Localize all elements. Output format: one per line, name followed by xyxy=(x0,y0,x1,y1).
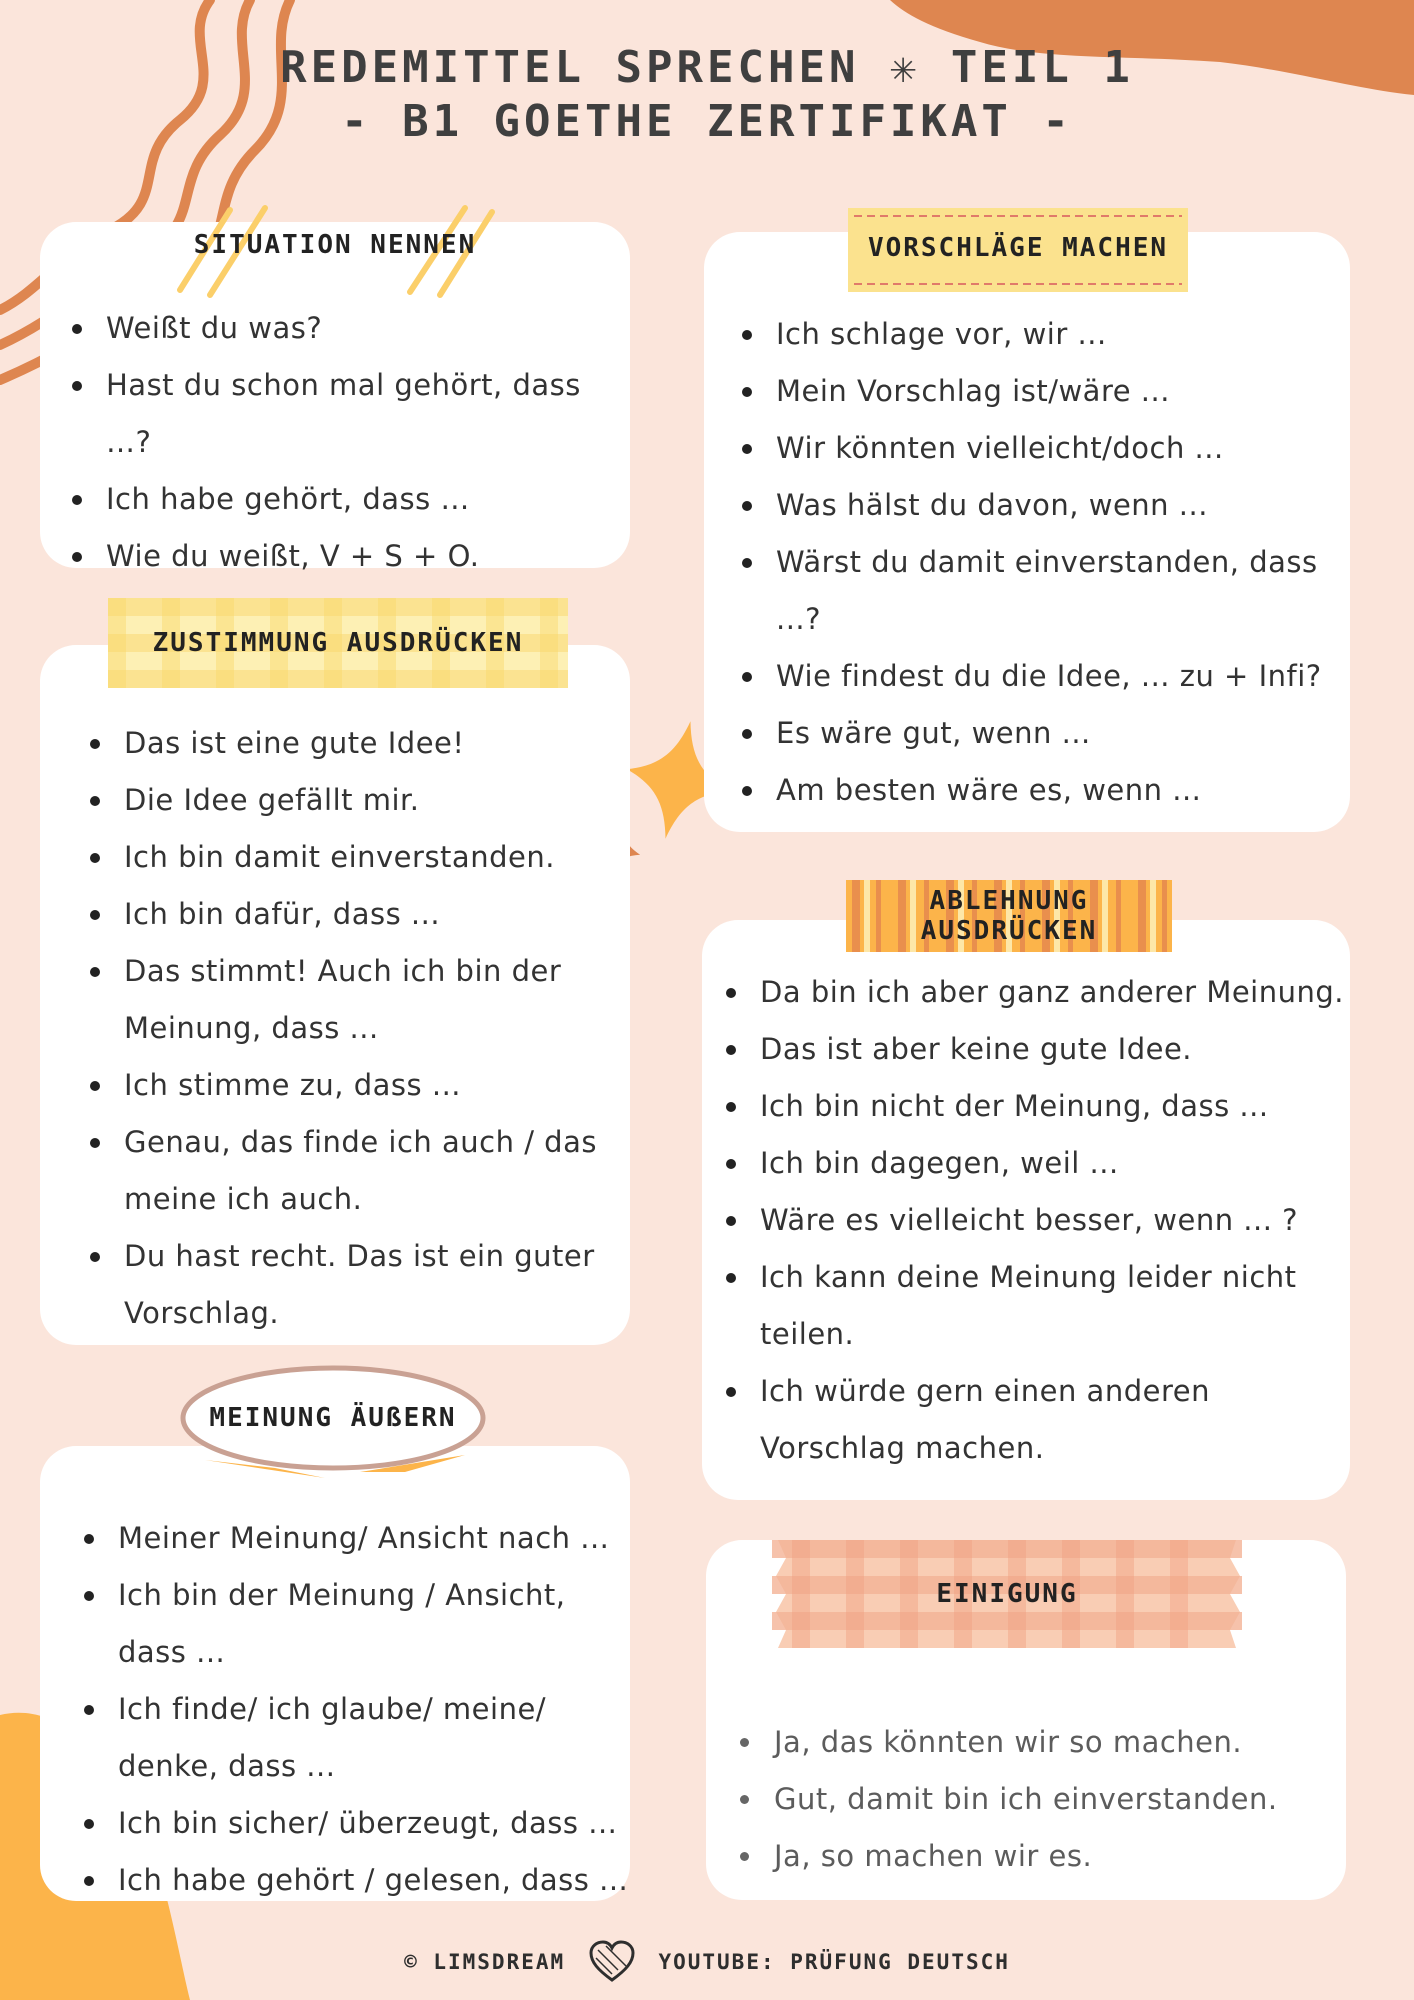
list-item: Ja, so machen wir es. xyxy=(738,1828,1346,1885)
list-item: Das ist eine gute Idee! xyxy=(88,715,630,772)
label-meinung-aeussern: MEINUNG ÄUßERN xyxy=(209,1403,457,1433)
list-item: Ich bin dafür, dass ... xyxy=(88,886,630,943)
list-situation-nennen xyxy=(70,300,630,585)
label-vorschlaege-machen: VORSCHLÄGE MACHEN xyxy=(867,233,1169,263)
list-item: Ich schlage vor, wir ... xyxy=(740,306,1350,363)
page-title-line-1: REDEMITTEL SPRECHEN ✳ TEIL 1 xyxy=(280,42,1134,93)
list-einigung xyxy=(738,1714,1346,1885)
list-vorschlaege xyxy=(740,306,1350,819)
list-item: Ich habe gehört / gelesen, dass ... xyxy=(82,1852,630,1909)
card-ablehnung-ausdruecken xyxy=(702,920,1350,1500)
list-item: Wie findest du die Idee, ... zu + Infi? xyxy=(740,648,1350,705)
list-item: Ich kann deine Meinung leider nicht teilen. xyxy=(724,1249,1320,1363)
list-item: Die Idee gefällt mir. xyxy=(88,772,630,829)
list-item: Hast du schon mal gehört, dass …? xyxy=(70,357,630,471)
label-zustimmung-ausdruecken: ZUSTIMMUNG AUSDRÜCKEN xyxy=(152,628,524,658)
list-item: Ja, das könnten wir so machen. xyxy=(738,1714,1346,1771)
list-meinung xyxy=(82,1510,630,1909)
list-item: Meiner Meinung/ Ansicht nach ... xyxy=(82,1510,630,1567)
heart-icon xyxy=(588,1940,636,1984)
label-ablehnung-ausdruecken: ABLEHNUNG AUSDRÜCKEN xyxy=(920,886,1098,946)
list-item: Wärst du damit einverstanden, dass ...? xyxy=(740,534,1336,648)
list-item: Genau, das finde ich auch / das meine ich auch. xyxy=(88,1114,614,1228)
list-zustimmung xyxy=(88,715,630,1342)
list-item: Ich bin der Meinung / Ansicht, dass ... xyxy=(82,1567,598,1681)
list-item: Ich bin sicher/ überzeugt, dass ... xyxy=(82,1795,630,1852)
list-item: Es wäre gut, wenn ... xyxy=(740,705,1350,762)
list-item: Ich finde/ ich glaube/ meine/ denke, dass ... xyxy=(82,1681,588,1795)
list-item: Gut, damit bin ich einverstanden. xyxy=(738,1771,1346,1828)
label-einigung: EINIGUNG xyxy=(936,1579,1078,1609)
footer xyxy=(0,1940,1414,1984)
list-item: Ich würde gern einen anderen Vorschlag machen. xyxy=(724,1363,1280,1477)
list-item: Ich habe gehört, dass … xyxy=(70,471,630,528)
card-zustimmung-ausdruecken xyxy=(40,645,630,1345)
list-item: Ich bin damit einverstanden. xyxy=(88,829,630,886)
list-item: Das stimmt! Auch ich bin der Meinung, dass ... xyxy=(88,943,584,1057)
list-item: Das ist aber keine gute Idee. xyxy=(724,1021,1350,1078)
list-item: Am besten wäre es, wenn ... xyxy=(740,762,1350,819)
list-item: Ich bin dagegen, weil ... xyxy=(724,1135,1350,1192)
card-meinung-aeussern xyxy=(40,1446,630,1901)
footer-copyright: © LIMSDREAM xyxy=(404,1950,566,1974)
list-item: Ich stimme zu, dass ... xyxy=(88,1057,630,1114)
footer-youtube: YOUTUBE: PRÜFUNG DEUTSCH xyxy=(658,1950,1010,1974)
page-title-line-2: - B1 GOETHE ZERTIFIKAT - xyxy=(341,96,1073,147)
list-item: Wie du weißt, V + S + O. xyxy=(70,528,630,585)
list-item: Da bin ich aber ganz anderer Meinung. xyxy=(724,964,1350,1021)
list-item: Was hälst du davon, wenn ... xyxy=(740,477,1350,534)
list-item: Wäre es vielleicht besser, wenn ... ? xyxy=(724,1192,1350,1249)
list-item: Du hast recht. Das ist ein guter Vorschlag. xyxy=(88,1228,614,1342)
list-item: Weißt du was? xyxy=(70,300,630,357)
list-item: Wir könnten vielleicht/doch ... xyxy=(740,420,1350,477)
list-item: Mein Vorschlag ist/wäre ... xyxy=(740,363,1350,420)
list-ablehnung xyxy=(724,964,1350,1477)
card-vorschlaege-machen xyxy=(704,232,1350,832)
list-item: Ich bin nicht der Meinung, dass ... xyxy=(724,1078,1350,1135)
label-situation-nennen: SITUATION NENNEN xyxy=(193,230,477,260)
